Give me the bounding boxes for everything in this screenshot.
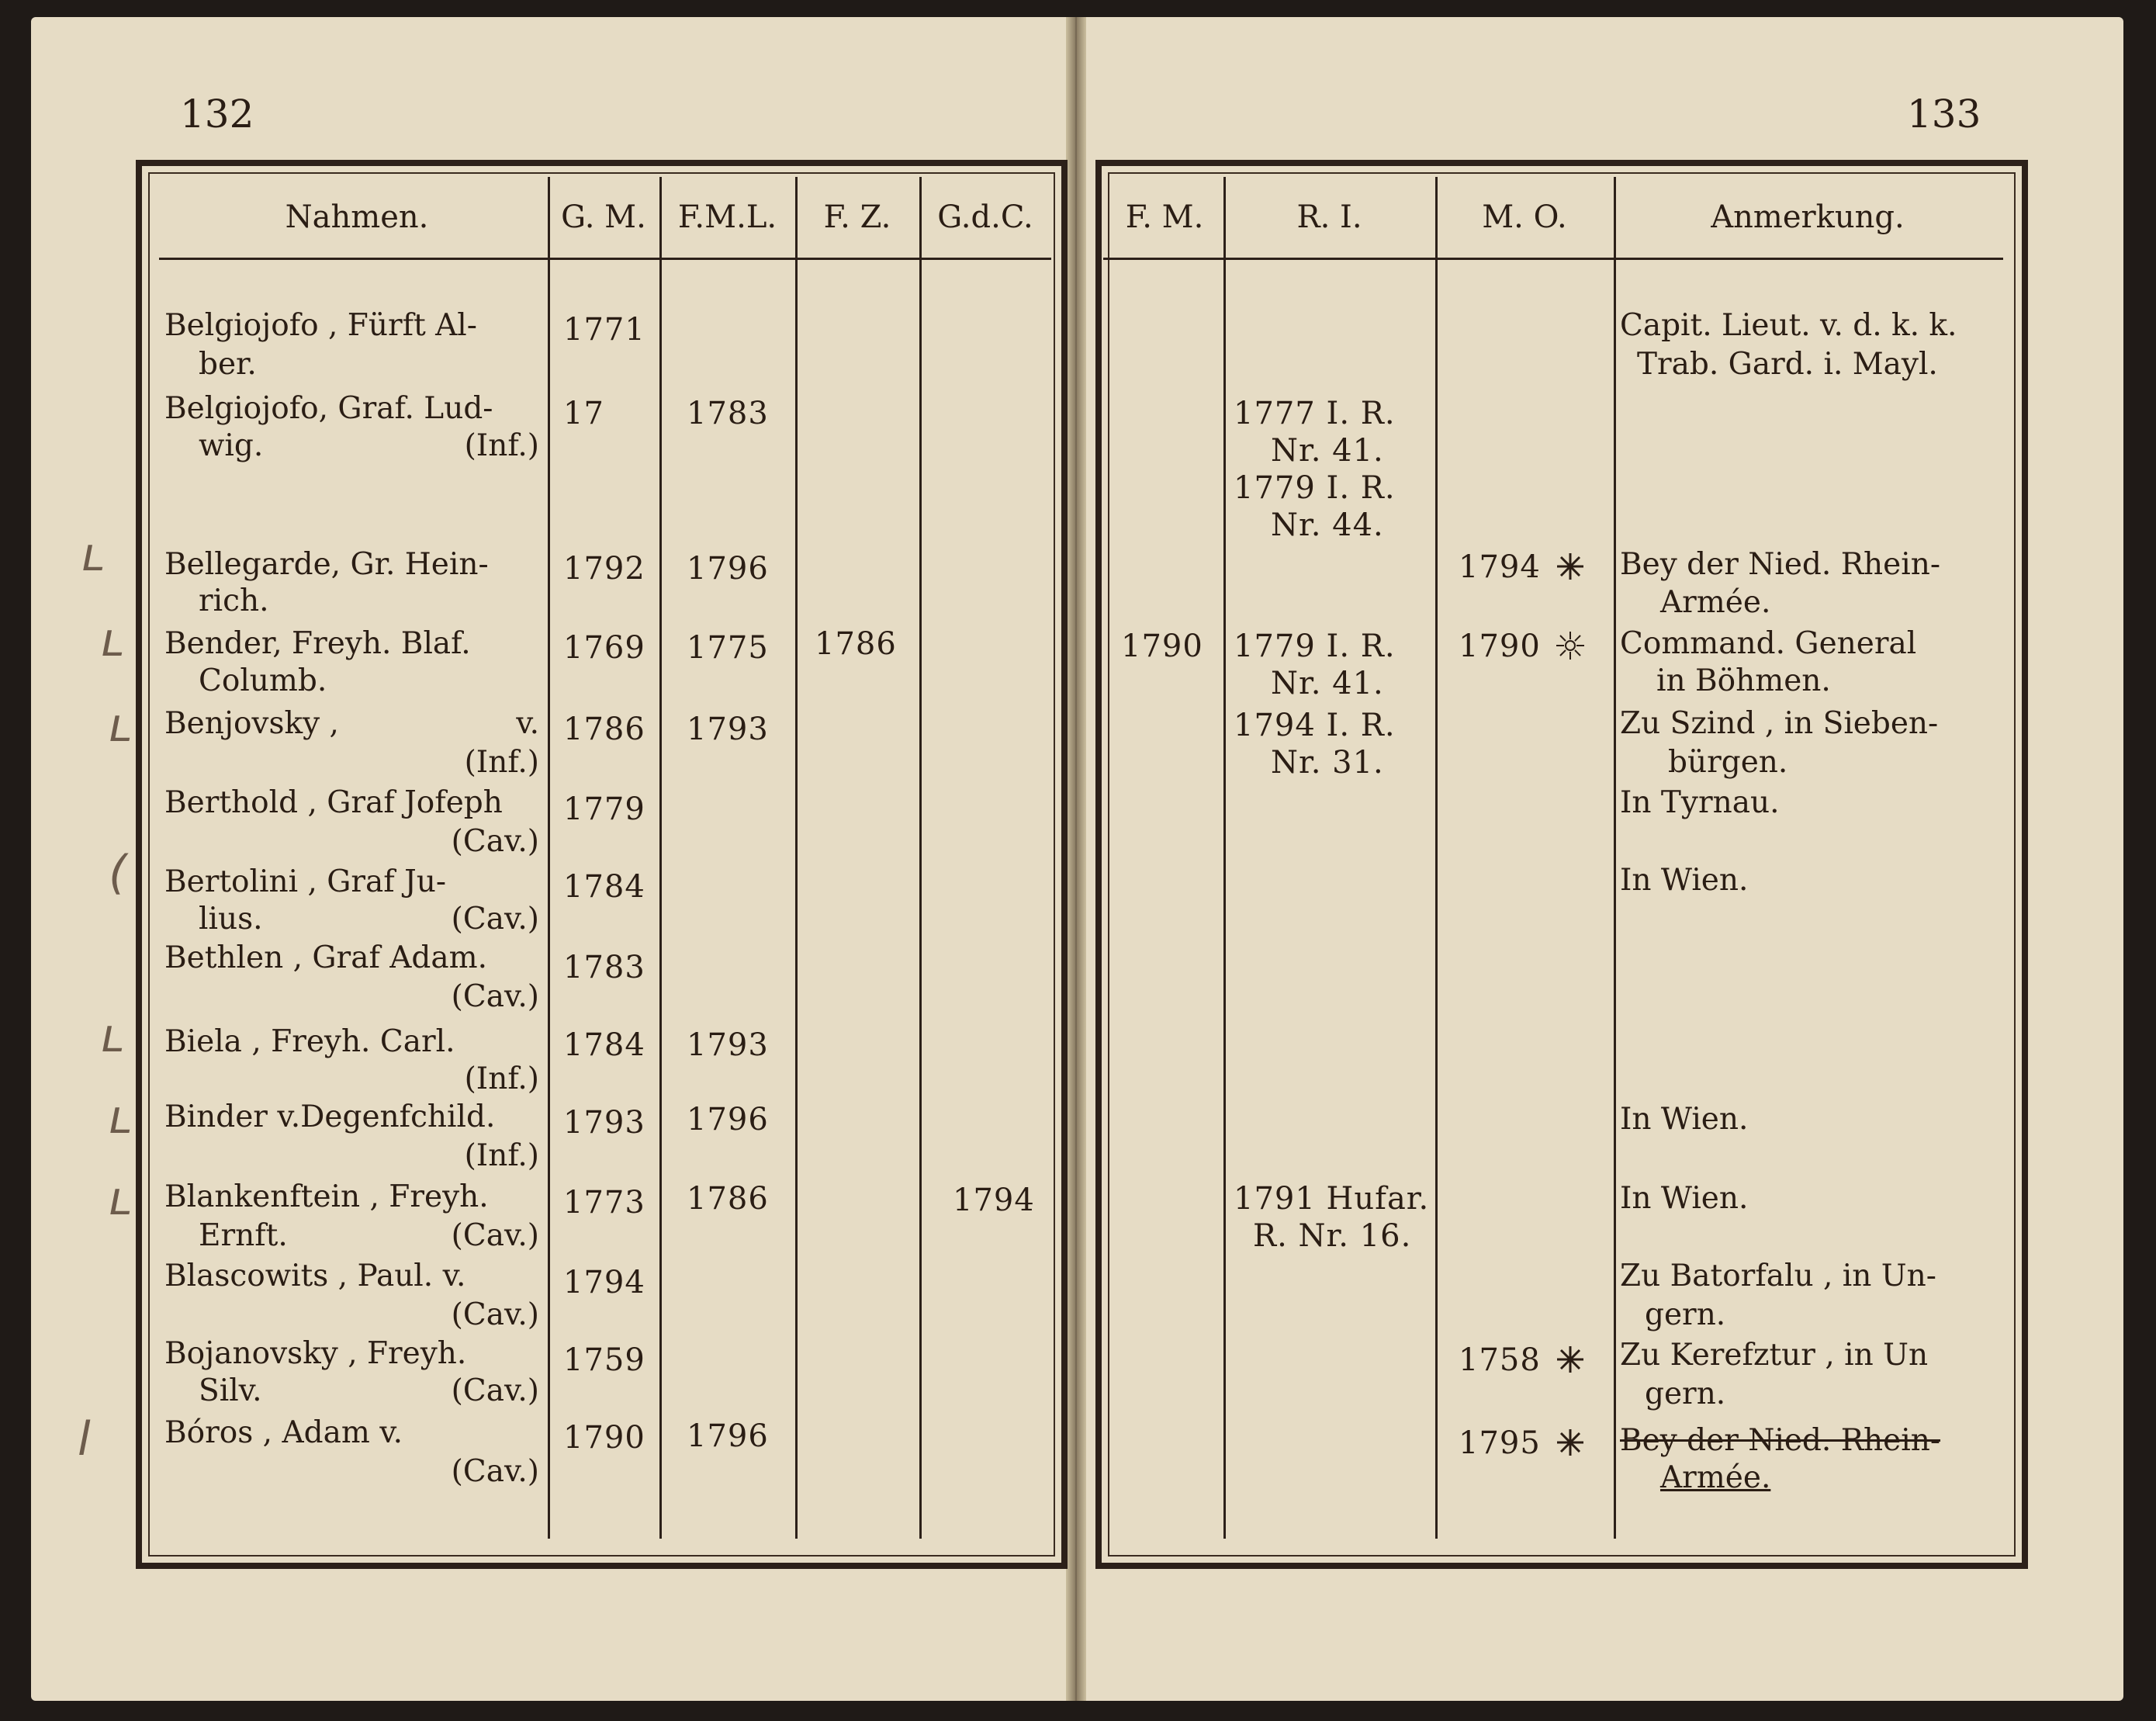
row-fml: 1796 (687, 1102, 769, 1138)
row-name-line1: Bellegarde, Gr. Hein- (164, 547, 489, 582)
left-header-rule (159, 258, 1051, 260)
row-ri-3: 1779 I. R. (1234, 470, 1396, 506)
row-ri-2: Nr. 41. (1271, 433, 1384, 469)
row-ri-1: 1791 Hufar. (1234, 1181, 1430, 1217)
row-gm: 1779 (563, 791, 645, 827)
handwritten-check-mark: ʟ (109, 1172, 133, 1226)
row-note-line1: Zu Kerefztur , in Un (1620, 1338, 1929, 1373)
row-branch: (Cav.) (451, 1454, 539, 1489)
row-fml: 1775 (687, 630, 769, 666)
row-gdc: 1794 (953, 1183, 1035, 1218)
row-note-line2: Armée. (1660, 585, 1771, 620)
handwritten-check-mark: ʟ (101, 1009, 125, 1063)
row-name-line1: Biela , Freyh. Carl. (164, 1024, 455, 1059)
row-mo (1459, 548, 1586, 587)
row-name-line1: Bojanovsky , Freyh. (164, 1336, 467, 1371)
handwritten-check-mark: ʟ (101, 613, 125, 667)
header-ri: R. I. (1296, 199, 1362, 235)
header-note: Anmerkung. (1711, 199, 1905, 235)
row-note-line1: Bey der Nied. Rhein- (1620, 1423, 1941, 1458)
row-note-line1: In Wien. (1620, 863, 1749, 898)
order-star-icon (1555, 1427, 1586, 1458)
row-note-line1: Command. General (1620, 626, 1917, 661)
row-branch: (Cav.) (451, 1297, 539, 1332)
row-mo (1459, 1341, 1586, 1380)
row-fml: 1796 (687, 1418, 769, 1454)
col-divider (548, 177, 550, 1539)
row-mo-year: 1758 (1459, 1342, 1541, 1378)
col-divider (1223, 177, 1226, 1539)
row-note-line1: In Wien. (1620, 1102, 1749, 1137)
row-gm: 1773 (563, 1185, 645, 1221)
row-fml: 1793 (687, 1027, 769, 1063)
col-divider (919, 177, 922, 1539)
row-ri-1: 1779 I. R. (1234, 628, 1396, 664)
col-divider (795, 177, 798, 1539)
row-gm: 1783 (563, 950, 645, 985)
header-fz: F. Z. (823, 199, 891, 235)
row-name-line2: wig. (199, 428, 264, 463)
row-fml: 1796 (687, 551, 769, 587)
row-name-line1: Belgiojofo, Graf. Lud- (164, 391, 493, 426)
row-name-line1: Belgiojofo , Fürft Al- (164, 308, 477, 343)
handwritten-check-mark: ʟ (81, 528, 106, 582)
col-divider (1435, 177, 1438, 1539)
row-gm: 1784 (563, 869, 645, 905)
handwritten-check-mark: l (78, 1412, 91, 1466)
row-branch: (Cav.) (451, 1218, 539, 1253)
row-name-line2: lius. (199, 902, 263, 937)
row-note-line1: Zu Szind , in Sieben- (1620, 706, 1939, 741)
row-name-line1: Blascowits , Paul. v. (164, 1259, 466, 1293)
row-ri-2: Nr. 41. (1271, 666, 1384, 701)
row-gm: 1793 (563, 1105, 645, 1141)
row-note-line2: Trab. Gard. i. Mayl. (1637, 347, 1938, 382)
header-gdc: G.d.C. (937, 199, 1033, 235)
handwritten-check-mark: ( (109, 846, 127, 900)
row-mo-year: 1790 (1459, 628, 1541, 664)
row-name-line1: Bethlen , Graf Adam. (164, 940, 488, 975)
row-branch: (Inf.) (464, 428, 539, 463)
row-note-line2: Armée. (1660, 1460, 1771, 1495)
row-name-line1: Bender, Freyh. Blaf. (164, 626, 471, 661)
row-gm: 1790 (563, 1420, 645, 1456)
page-number-left: 132 (180, 92, 254, 137)
row-note-line2: gern. (1645, 1376, 1726, 1411)
row-branch: (Cav.) (451, 979, 539, 1014)
row-branch: (Cav.) (451, 902, 539, 937)
row-name-v: v. (516, 706, 539, 741)
row-note-line2: bürgen. (1668, 745, 1788, 780)
row-gm: 1794 (563, 1265, 645, 1300)
row-gm: 1759 (563, 1342, 645, 1378)
row-gm: 1792 (563, 551, 645, 587)
handwritten-check-mark: ʟ (109, 698, 133, 753)
row-name-line2: Columb. (199, 663, 327, 698)
header-mo: M. O. (1482, 199, 1567, 235)
row-ri-2: R. Nr. 16. (1253, 1218, 1412, 1254)
row-name-line2: Ernft. (199, 1218, 288, 1253)
row-fz: 1786 (815, 626, 897, 662)
row-gm: 17 (563, 396, 604, 431)
row-gm: 1784 (563, 1027, 645, 1063)
col-divider (659, 177, 662, 1539)
row-note-line1: In Wien. (1620, 1181, 1749, 1216)
row-name-line2: rich. (199, 583, 269, 618)
row-branch: (Inf.) (464, 1061, 539, 1096)
row-branch: (Inf.) (464, 1138, 539, 1173)
row-note-line1: Zu Batorfalu , in Un- (1620, 1259, 1936, 1293)
row-name-line1: Bóros , Adam v. (164, 1415, 403, 1450)
handwritten-check-mark: ʟ (109, 1090, 133, 1144)
right-header-rule (1103, 258, 2003, 260)
row-branch: (Cav.) (451, 1373, 539, 1408)
row-note-line1: Capit. Lieut. v. d. k. k. (1620, 308, 1957, 343)
row-name-line1: Bertolini , Graf Ju- (164, 864, 447, 899)
row-name-line2: ber. (199, 347, 257, 382)
row-branch: (Cav.) (451, 824, 539, 859)
row-name-line1: Binder v.Degenfchild. (164, 1099, 496, 1134)
row-name-line1: Benjovsky , (164, 706, 339, 741)
order-star-icon (1555, 1344, 1586, 1375)
row-note-line2: gern. (1645, 1297, 1726, 1332)
book-gutter (1066, 17, 1086, 1701)
header-gm: G. M. (561, 199, 646, 235)
header-fml: F.M.L. (677, 199, 777, 235)
order-star-icon (1555, 551, 1586, 582)
header-fm: F. M. (1125, 199, 1204, 235)
row-fml: 1793 (687, 712, 769, 747)
col-divider (1614, 177, 1616, 1539)
row-fml: 1786 (687, 1181, 769, 1217)
row-name-line2: Silv. (199, 1373, 262, 1408)
page-number-right: 133 (1907, 92, 1981, 137)
row-gm: 1771 (563, 312, 645, 348)
row-mo-year: 1795 (1459, 1425, 1541, 1461)
row-branch: (Inf.) (464, 745, 539, 780)
row-ri-1: 1777 I. R. (1234, 396, 1396, 431)
header-name: Nahmen. (285, 199, 429, 235)
row-fm: 1790 (1121, 628, 1203, 664)
row-ri-1: 1794 I. R. (1234, 708, 1396, 743)
row-note-line1: Bey der Nied. Rhein- (1620, 547, 1941, 582)
row-ri-2: Nr. 31. (1271, 745, 1384, 781)
row-mo-year: 1794 (1459, 549, 1541, 585)
row-mo (1459, 627, 1586, 666)
row-note-line2: in Böhmen. (1656, 663, 1831, 698)
row-name-line1: Blankenftein , Freyh. (164, 1179, 489, 1214)
row-ri-4: Nr. 44. (1271, 507, 1384, 543)
row-mo (1459, 1424, 1586, 1463)
row-name-line1: Berthold , Graf Jofeph (164, 785, 503, 820)
row-gm: 1769 (563, 630, 645, 666)
row-fml: 1783 (687, 396, 769, 431)
row-note-line1: In Tyrnau. (1620, 785, 1780, 820)
row-gm: 1786 (563, 712, 645, 747)
order-grand-cross-icon (1555, 630, 1586, 661)
